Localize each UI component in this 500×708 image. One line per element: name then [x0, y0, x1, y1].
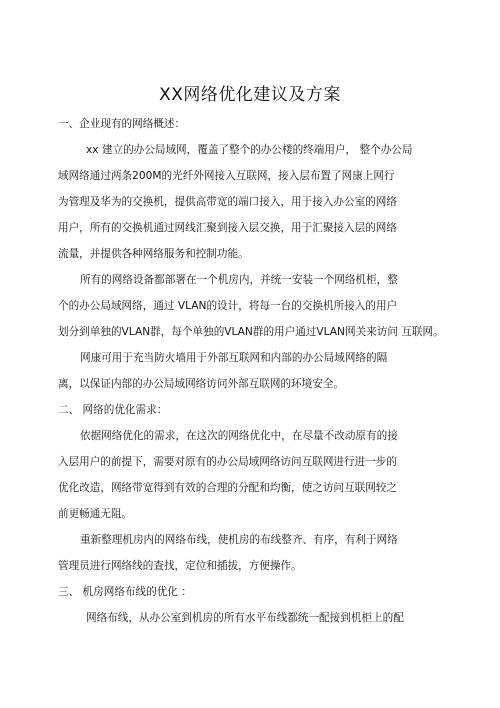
- paragraph-line: 离，以保证内部的办公局域网络访问外部互联网的环境安全。: [58, 378, 345, 390]
- section-heading-2: 二、 网络的优化需求：: [58, 404, 168, 416]
- paragraph-line: 流量，并提供各种网络服务和控制功能。: [58, 248, 249, 260]
- paragraph-line: 网络布线，从办公室到机房的所有水平布线都统一配接到机柜上的配: [86, 612, 404, 624]
- paragraph-line: 重新整理机房内的网络布线，使机房的布线整齐、有序，有利于网络: [80, 534, 398, 546]
- paragraph-line: 依据网络优化的需求，在这次的网络优化中，在尽量不改动原有的接: [80, 430, 398, 442]
- paragraph-line: 个的办公局域网络，通过 VLAN的设计，将每一台的交换机所接入的用户: [58, 300, 398, 312]
- paragraph-line: 前更畅通无阻。: [58, 508, 133, 520]
- paragraph-line: 域网络通过两条200M的光纤外网接入互联网，接入层布置了网康上网行: [58, 170, 395, 182]
- paragraph-line: 网康可用于充当防火墙用于外部互联网和内部的办公局域网络的隔: [80, 352, 388, 364]
- paragraph-line: 管理员进行网络线的查找，定位和插拔，方便操作。: [58, 560, 302, 572]
- paragraph-line: 所有的网络设备都部署在一个机房内，并统一安装一个网络机柜，整: [80, 274, 398, 286]
- section-heading-3: 三、 机房网络布线的优化 ：: [58, 586, 192, 598]
- paragraph-line: 优化改造，网络带宽得到有效的合理的分配和均衡，使之访问互联网较之: [58, 482, 397, 494]
- document-title: XX网络优化建议及方案: [159, 85, 341, 105]
- paragraph-line: xx 建立的办公局域网，覆盖了整个的办公楼的终端用户， 整个办公局: [86, 144, 413, 156]
- paragraph-line: 入层用户的前提下，需要对原有的办公局域网络访问互联网进行进一步的: [58, 456, 397, 468]
- section-heading-1: 一、企业现有的网络概述：: [58, 118, 186, 130]
- paragraph-line: 为管理及华为的交换机，提供高带宽的端口接入，用于接入办公室的网络: [58, 196, 397, 208]
- paragraph-line: 划分到单独的VLAN群，每个单独的VLAN群的用户通过VLAN网关来访问 互联网。: [58, 326, 444, 338]
- paragraph-line: 用户，所有的交换机通过网线汇聚到接入层交换，用于汇聚接入层的网络: [58, 222, 397, 234]
